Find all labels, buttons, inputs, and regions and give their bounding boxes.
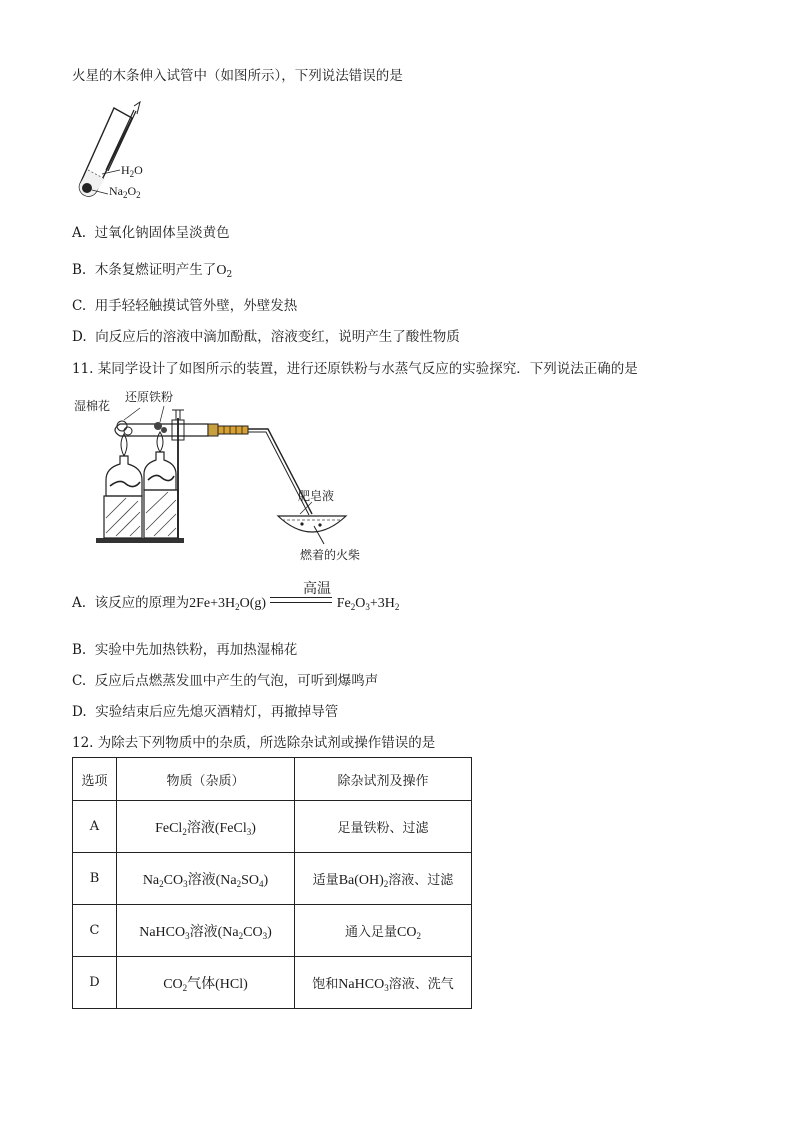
q11-option-a: A. 该反应的原理为$2Fe+3H_2O(g)$ $Fe_2O_3+3H_2$ (72, 595, 400, 612)
header-reagent: 除杂试剂及操作 (295, 758, 472, 801)
q10-option-b: B. 木条复燃证明产生了$O_2$ (72, 262, 233, 280)
iron-powder-label: 还原铁粉 (125, 390, 174, 404)
soap-label: 肥皂液 (298, 489, 335, 503)
header-option: 选项 (73, 758, 117, 801)
table-row: C NaHCO$_3$溶液$(Na_2CO_3)$ 通入足量$CO_2$ (73, 905, 472, 957)
wet-cotton-label: 湿棉花 (74, 399, 111, 413)
table-row: B $Na_2CO_3$溶液$(Na_2SO_4)$ 适量$Ba(OH)_2$溶液、过滤 (73, 853, 472, 905)
q10-stem: 火星的木条伸入试管中（如图所示），下列说法错误的是 (72, 68, 403, 84)
q10-option-c: C. 用手轻轻触摸试管外壁，外壁发热 (72, 298, 298, 314)
table-row: A FeCl$_2$溶液(FeCl$_3$) 足量铁粉、过滤 (73, 801, 472, 853)
equation-bar (270, 597, 332, 603)
q11-option-c: C. 反应后点燃蒸发皿中产生的气泡，可听到爆鸣声 (72, 673, 379, 689)
na2o2-label: $Na_2O_2$ (109, 184, 141, 200)
q11-option-b: B. 实验中先加热铁粉，再加热湿棉花 (72, 642, 298, 658)
apparatus-figure (92, 398, 372, 550)
q11-option-d: D. 实验结束后应先熄灭酒精灯，再撤掉导管 (72, 704, 339, 720)
q11-stem: 11. 某同学设计了如图所示的装置，进行还原铁粉与水蒸气反应的实验探究．下列说法正确的是 (72, 361, 638, 377)
table-header-row (73, 758, 472, 801)
header-substance: 物质（杂质） (117, 758, 295, 801)
h2o-label: $H_2O$ (121, 163, 143, 179)
q10-option-d: D. 向反应后的溶液中滴加酚酞，溶液变红，说明产生了酸性物质 (72, 329, 460, 345)
equation-condition: 高温 (303, 581, 331, 597)
match-label: 燃着的火柴 (300, 548, 361, 562)
table-row: D $CO_2$气体(HCl) 饱和NaHCO$_3$溶液、洗气 (73, 957, 472, 1009)
impurity-table (72, 757, 472, 1009)
q12-stem: 12. 为除去下列物质中的杂质，所选除杂试剂或操作错误的是 (72, 735, 436, 751)
q10-option-a: A. 过氧化钠固体呈淡黄色 (72, 225, 230, 241)
